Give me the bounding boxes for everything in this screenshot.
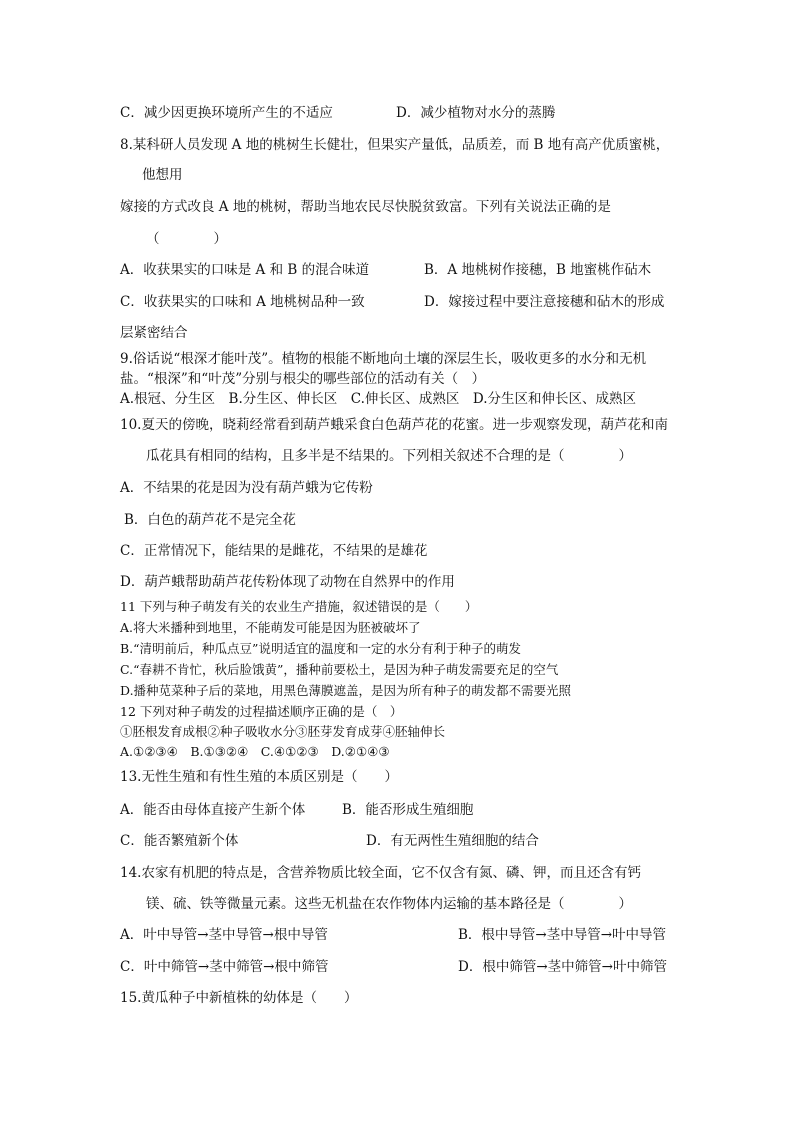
q8-stem-line-3: 嫁接的方式改良 A 地的桃树，帮助当地农民尽快脱贫致富。下列有关说法正确的是	[120, 199, 611, 215]
q11-option-a: A.将大米播种到地里，不能萌发可能是因为胚被破坏了	[120, 620, 421, 635]
q11-option-d: D.播种苋菜种子后的菜地，用黑色薄膜遮盖，是因为所有种子的萌发都不需要光照	[120, 683, 572, 698]
q10-option-c: C．正常情况下，能结果的是雌花，不结果的是雄花	[120, 543, 428, 559]
q13-option-c: C．能否繁殖新个体	[120, 833, 239, 849]
q9-stem-line-2: 盐。“根深”和“叶茂”分别与根尖的哪些部位的活动有关（ ）	[120, 371, 486, 387]
q10-stem-line-2: 瓜花具有相同的结构，且多半是不结果的。下列相关叙述不合理的是（ ）	[146, 448, 632, 464]
q8-stem-line-2: 他想用	[142, 167, 183, 183]
q8-option-d-continued: 层紧密结合	[120, 325, 188, 341]
q14-option-c: C．叶中筛管→茎中筛管→根中筛管	[120, 959, 329, 975]
q11-stem: 11 下列与种子萌发有关的农业生产措施，叙述错误的是（ ）	[120, 599, 478, 614]
q12-steps: ①胚根发育成根②种子吸收水分③胚芽发育成芽④胚轴伸长	[120, 724, 446, 739]
q11-option-b: B.“清明前后，种瓜点豆”说明适宜的温度和一定的水分有利于种子的萌发	[120, 641, 521, 656]
q14-option-b: B．根中导管→茎中导管→叶中导管	[458, 927, 667, 943]
q8-answer-paren: （ ）	[146, 231, 227, 247]
q15-stem: 15.黄瓜种子中新植株的幼体是（ ）	[120, 990, 358, 1006]
q8-stem-line-1: 8.某科研人员发现 A 地的桃树生长健壮，但果实产量低，品质差，而 B 地有高产优质蜜桃，	[120, 137, 670, 153]
q13-option-d: D．有无两性生殖细胞的结合	[366, 833, 539, 849]
q7-option-d: D．减少植物对水分的蒸腾	[396, 105, 556, 121]
q10-option-b: B．白色的葫芦花不是完全花	[124, 512, 296, 528]
q11-option-c: C.“春耕不肯忙，秋后脸饿黄”，播种前要松土，是因为种子萌发需要充足的空气	[120, 662, 559, 677]
q9-options: A.根冠、分生区 B.分生区、伸长区 C.伸长区、成熟区 D.分生区和伸长区、成熟区	[120, 391, 637, 407]
q12-options: A.①②③④ B.①③②④ C.④①②③ D.②①④③	[120, 744, 390, 759]
q13-option-b: B．能否形成生殖细胞	[342, 802, 474, 818]
q10-option-d: D．葫芦蛾帮助葫芦花传粉体现了动物在自然界中的作用	[120, 574, 455, 590]
q14-stem-line-1: 14.农家有机肥的特点是，含营养物质比较全面，它不仅含有氮、磷、钾，而且还含有钙	[120, 865, 641, 881]
q7-option-c: C．减少因更换环境所产生的不适应	[120, 105, 333, 121]
q8-option-a: A．收获果实的口味是 A 和 B 的混合味道	[120, 262, 370, 278]
q14-option-a: A．叶中导管→茎中导管→根中导管	[120, 927, 328, 943]
q12-stem: 12 下列对种子萌发的过程描述顺序正确的是（ ）	[120, 704, 403, 719]
q14-stem-line-2: 镁、硫、铁等微量元素。这些无机盐在农作物体内运输的基本路径是（ ）	[146, 896, 632, 912]
q13-stem: 13.无性生殖和有性生殖的本质区别是（ ）	[120, 769, 398, 785]
q13-option-a: A．能否由母体直接产生新个体	[120, 802, 306, 818]
q10-stem-line-1: 10.夏天的傍晚，晓莉经常看到葫芦蛾采食白色葫芦花的花蜜。进一步观察发现，葫芦花和南	[120, 417, 668, 433]
q8-option-b: B．A 地桃树作接穗，B 地蜜桃作砧木	[424, 262, 652, 278]
q8-option-d: D．嫁接过程中要注意接穗和砧木的形成	[424, 294, 665, 310]
q10-option-a: A．不结果的花是因为没有葫芦蛾为它传粉	[120, 480, 373, 496]
q8-option-c: C．收获果实的口味和 A 地桃树品种一致	[120, 294, 365, 310]
q14-option-d: D．根中筛管→茎中筛管→叶中筛管	[458, 959, 667, 975]
q9-stem-line-1: 9.俗话说“根深才能叶茂”。植物的根能不断地向土壤的深层生长，吸收更多的水分和无机	[120, 351, 647, 367]
